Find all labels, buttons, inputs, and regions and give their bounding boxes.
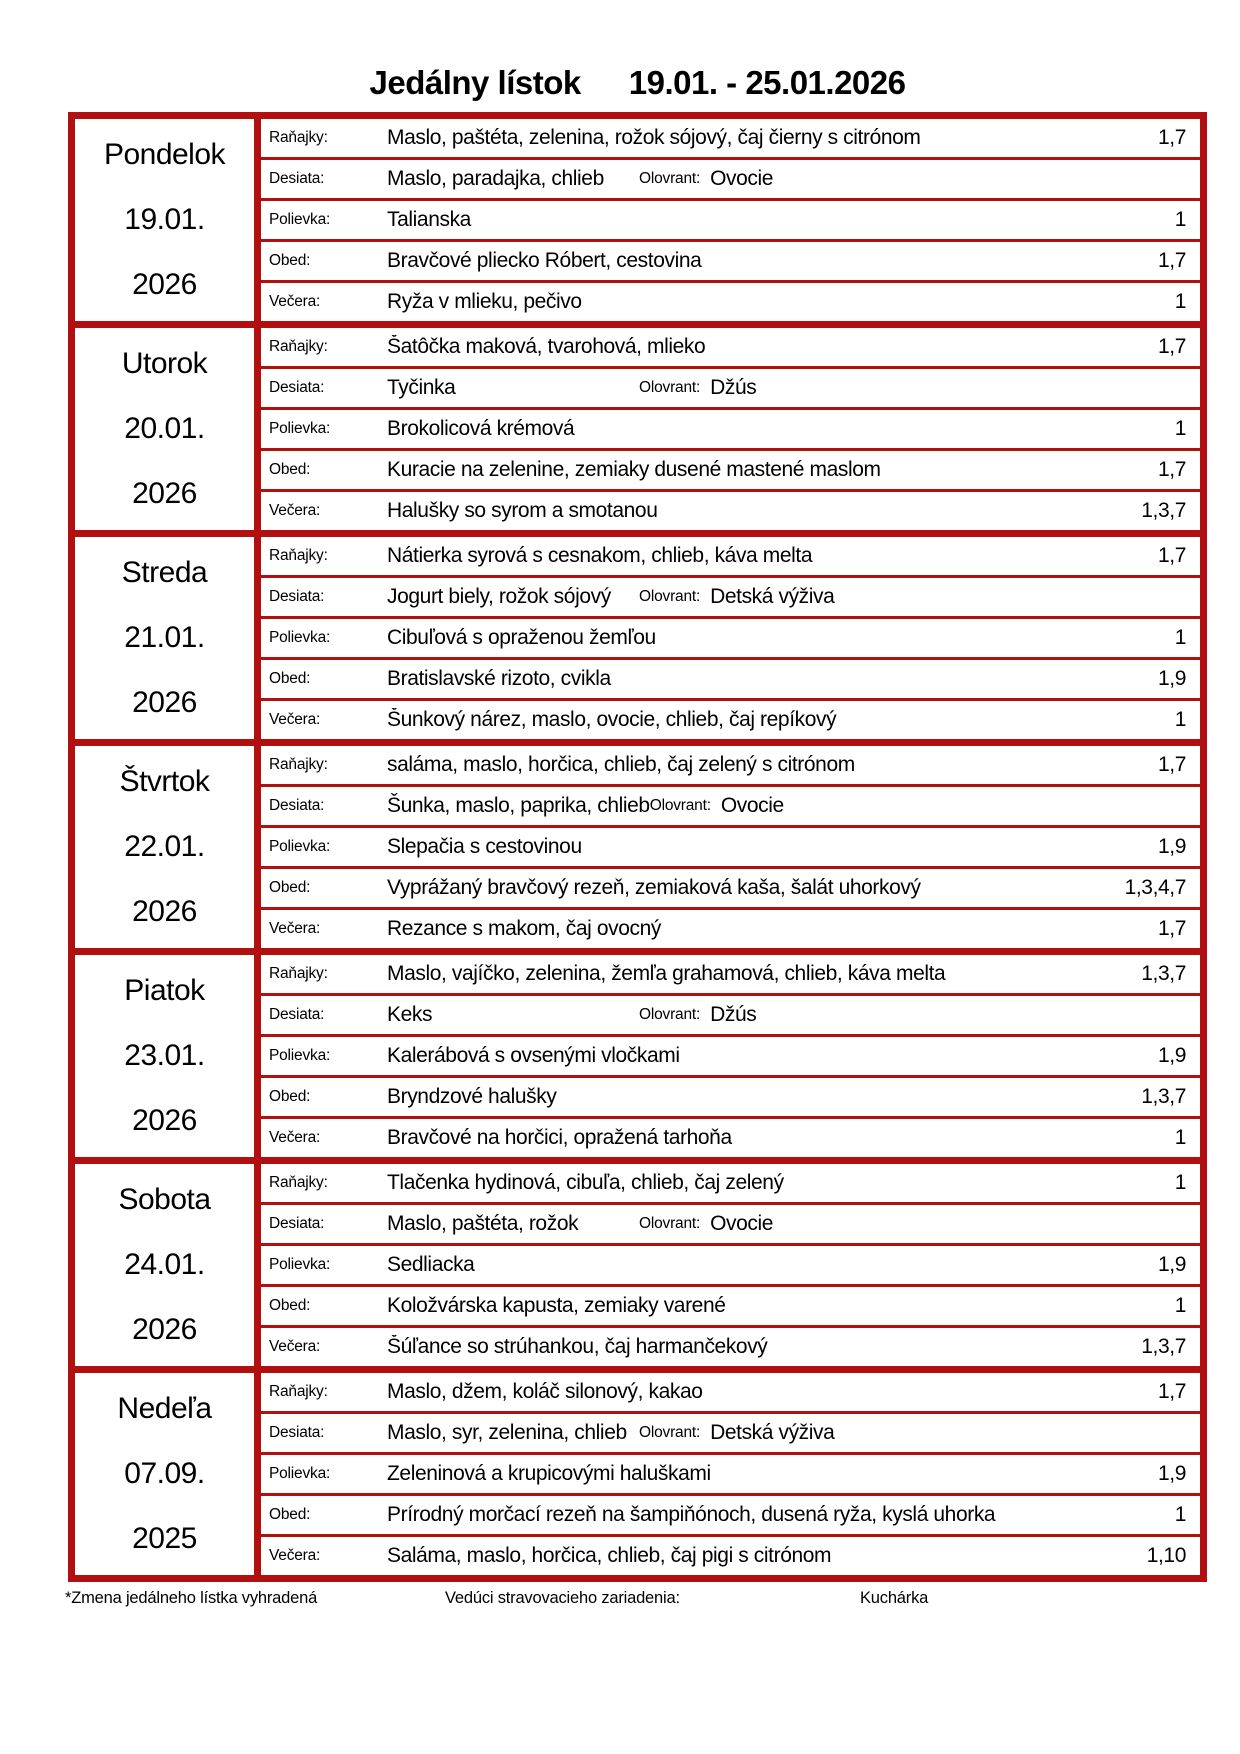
breakfast-label: Raňajky:	[269, 129, 328, 146]
breakfast-allergens: 1	[1174, 1171, 1186, 1194]
lunch-label: Obed:	[269, 670, 311, 687]
breakfast-allergens: 1,7	[1158, 544, 1186, 567]
day-cell	[75, 119, 261, 321]
day-cell	[75, 537, 261, 739]
snack-text: Tyčinka	[387, 376, 456, 399]
dinner-allergens: 1,3,7	[1141, 499, 1186, 522]
snack-label: Desiata:	[269, 588, 325, 605]
breakfast-label: Raňajky:	[269, 1383, 328, 1400]
breakfast-text: Maslo, vajíčko, zelenina, žemľa grahamová, chlieb, káva melta	[387, 962, 946, 985]
lunch-row	[261, 866, 1200, 907]
day-cell	[75, 1373, 261, 1575]
breakfast-text: Maslo, paštéta, zelenina, rožok sójový, čaj čierny s citrónom	[387, 126, 921, 149]
breakfast-allergens: 1,7	[1158, 126, 1186, 149]
dinner-label: Večera:	[269, 293, 321, 310]
dinner-text: Rezance s makom, čaj ovocný	[387, 917, 661, 940]
lunch-text: Kuracie na zelenine, zemiaky dusené mastené maslom	[387, 458, 881, 481]
breakfast-row	[261, 746, 1200, 784]
breakfast-allergens: 1,7	[1158, 1380, 1186, 1403]
breakfast-text: Tlačenka hydinová, cibuľa, chlieb, čaj zelený	[387, 1171, 784, 1194]
snack-text: Šunka, maslo, paprika, chlieb	[387, 794, 650, 817]
lunch-allergens: 1	[1174, 1503, 1186, 1526]
day-cell	[75, 955, 261, 1157]
day-date: 23.01.	[124, 1038, 205, 1072]
dinner-label: Večera:	[269, 711, 321, 728]
dinner-text: Šúľance so strúhankou, čaj harmančekový	[387, 1335, 768, 1358]
olovrant-text: Detská výživa	[710, 585, 835, 608]
day-meal-rows	[261, 955, 1200, 1157]
breakfast-label: Raňajky:	[269, 338, 328, 355]
snack-label: Desiata:	[269, 1424, 325, 1441]
olovrant-label: Olovrant:	[639, 1424, 701, 1441]
soup-label: Polievka:	[269, 629, 331, 646]
day-year: 2026	[132, 894, 197, 928]
dinner-text: Saláma, maslo, horčica, chlieb, čaj pigi s citrónom	[387, 1544, 832, 1567]
snack-row	[261, 157, 1200, 198]
soup-allergens: 1,9	[1158, 1253, 1186, 1276]
lunch-row	[261, 239, 1200, 280]
day-year: 2026	[132, 476, 197, 510]
soup-row	[261, 1243, 1200, 1284]
dinner-text: Šunkový nárez, maslo, ovocie, chlieb, čaj repíkový	[387, 708, 837, 731]
olovrant-label: Olovrant:	[639, 1006, 701, 1023]
lunch-label: Obed:	[269, 879, 311, 896]
day-name: Nedeľa	[117, 1392, 212, 1426]
dinner-row	[261, 1534, 1200, 1575]
lunch-allergens: 1,7	[1158, 249, 1186, 272]
dinner-label: Večera:	[269, 502, 321, 519]
day-cell	[75, 1164, 261, 1366]
day-block	[75, 1157, 1200, 1366]
day-block	[75, 321, 1200, 530]
dinner-row	[261, 280, 1200, 321]
lunch-label: Obed:	[269, 1297, 311, 1314]
olovrant-label: Olovrant:	[639, 170, 701, 187]
day-block	[75, 530, 1200, 739]
day-meal-rows	[261, 1164, 1200, 1366]
soup-text: Zeleninová a krupicovými haluškami	[387, 1462, 711, 1485]
dinner-row	[261, 698, 1200, 739]
soup-label: Polievka:	[269, 420, 331, 437]
olovrant-label: Olovrant:	[649, 797, 711, 814]
snack-row	[261, 993, 1200, 1034]
olovrant-text: Ovocie	[720, 794, 784, 817]
snack-label: Desiata:	[269, 1006, 325, 1023]
day-year: 2026	[132, 1103, 197, 1137]
day-name: Sobota	[118, 1183, 211, 1217]
lunch-allergens: 1,7	[1158, 458, 1186, 481]
lunch-row	[261, 448, 1200, 489]
day-block	[75, 119, 1200, 321]
soup-allergens: 1	[1174, 417, 1186, 440]
dinner-label: Večera:	[269, 1338, 321, 1355]
dinner-allergens: 1	[1174, 1126, 1186, 1149]
soup-text: Sedliacka	[387, 1253, 475, 1276]
dinner-row	[261, 1116, 1200, 1157]
dinner-allergens: 1	[1174, 708, 1186, 731]
soup-allergens: 1,9	[1158, 1044, 1186, 1067]
lunch-text: Koložvárska kapusta, zemiaky varené	[387, 1294, 726, 1317]
lunch-text: Prírodný morčací rezeň na šampiňónoch, dusená ryža, kyslá uhorka	[387, 1503, 996, 1526]
day-date: 19.01.	[124, 202, 205, 236]
soup-allergens: 1	[1174, 208, 1186, 231]
day-meal-rows	[261, 746, 1200, 948]
lunch-allergens: 1,9	[1158, 667, 1186, 690]
breakfast-allergens: 1,7	[1158, 753, 1186, 776]
day-block	[75, 739, 1200, 948]
snack-row	[261, 1411, 1200, 1452]
snack-label: Desiata:	[269, 797, 325, 814]
breakfast-label: Raňajky:	[269, 1174, 328, 1191]
menu-table	[68, 112, 1207, 1582]
day-year: 2026	[132, 267, 197, 301]
dinner-label: Večera:	[269, 1129, 321, 1146]
breakfast-allergens: 1,7	[1158, 335, 1186, 358]
soup-row	[261, 198, 1200, 239]
lunch-text: Vyprážaný bravčový rezeň, zemiaková kaša, šalát uhorkový	[387, 876, 921, 899]
day-date: 07.09.	[124, 1456, 205, 1490]
breakfast-label: Raňajky:	[269, 756, 328, 773]
soup-allergens: 1,9	[1158, 835, 1186, 858]
olovrant-text: Detská výživa	[710, 1421, 835, 1444]
soup-label: Polievka:	[269, 1465, 331, 1482]
footer-manager-label: Vedúci stravovacieho zariadenia:	[445, 1589, 680, 1607]
day-block	[75, 948, 1200, 1157]
snack-row	[261, 784, 1200, 825]
snack-label: Desiata:	[269, 379, 325, 396]
breakfast-allergens: 1,3,7	[1141, 962, 1186, 985]
soup-allergens: 1,9	[1158, 1462, 1186, 1485]
lunch-allergens: 1	[1174, 1294, 1186, 1317]
soup-label: Polievka:	[269, 211, 331, 228]
breakfast-label: Raňajky:	[269, 965, 328, 982]
lunch-label: Obed:	[269, 1088, 311, 1105]
lunch-label: Obed:	[269, 461, 311, 478]
dinner-allergens: 1,10	[1146, 1544, 1186, 1567]
dinner-text: Ryža v mlieku, pečivo	[387, 290, 582, 313]
dinner-allergens: 1,3,7	[1141, 1335, 1186, 1358]
olovrant-text: Džús	[710, 1003, 757, 1026]
day-name: Pondelok	[103, 138, 226, 172]
olovrant-text: Džús	[710, 376, 757, 399]
breakfast-label: Raňajky:	[269, 547, 328, 564]
day-year: 2026	[132, 685, 197, 719]
day-date: 22.01.	[124, 829, 205, 863]
lunch-row	[261, 1493, 1200, 1534]
lunch-row	[261, 657, 1200, 698]
soup-text: Kalerábová s ovsenými vločkami	[387, 1044, 680, 1067]
day-cell	[75, 746, 261, 948]
olovrant-label: Olovrant:	[639, 588, 701, 605]
soup-row	[261, 1034, 1200, 1075]
snack-row	[261, 366, 1200, 407]
day-meal-rows	[261, 1373, 1200, 1575]
breakfast-row	[261, 119, 1200, 157]
day-meal-rows	[261, 119, 1200, 321]
day-meal-rows	[261, 537, 1200, 739]
soup-label: Polievka:	[269, 838, 331, 855]
lunch-text: Bryndzové halušky	[387, 1085, 557, 1108]
olovrant-label: Olovrant:	[639, 379, 701, 396]
footer-change-note: *Zmena jedálneho lístka vyhradená	[65, 1589, 318, 1607]
soup-text: Talianska	[387, 208, 471, 231]
olovrant-text: Ovocie	[710, 167, 774, 190]
soup-row	[261, 616, 1200, 657]
snack-label: Desiata:	[269, 170, 325, 187]
breakfast-row	[261, 955, 1200, 993]
day-date: 24.01.	[124, 1247, 205, 1281]
page-footer	[0, 1589, 1240, 1619]
day-block	[75, 1366, 1200, 1575]
dinner-allergens: 1,7	[1158, 917, 1186, 940]
day-year: 2026	[132, 1312, 197, 1346]
soup-text: Brokolicová krémová	[387, 417, 575, 440]
lunch-allergens: 1,3,4,7	[1124, 876, 1186, 899]
snack-row	[261, 1202, 1200, 1243]
breakfast-row	[261, 1373, 1200, 1411]
breakfast-row	[261, 537, 1200, 575]
page-title	[68, 0, 1207, 102]
dinner-row	[261, 489, 1200, 530]
snack-text: Maslo, paštéta, rožok	[387, 1212, 579, 1235]
day-meal-rows	[261, 328, 1200, 530]
breakfast-text: Šatôčka maková, tvarohová, mlieko	[387, 335, 706, 358]
day-name: Utorok	[121, 347, 208, 381]
breakfast-row	[261, 1164, 1200, 1202]
soup-text: Slepačia s cestovinou	[387, 835, 582, 858]
breakfast-text: Nátierka syrová s cesnakom, chlieb, káva melta	[387, 544, 813, 567]
snack-text: Maslo, paradajka, chlieb	[387, 167, 604, 190]
soup-row	[261, 407, 1200, 448]
soup-allergens: 1	[1174, 626, 1186, 649]
olovrant-text: Ovocie	[710, 1212, 774, 1235]
lunch-text: Bravčové pliecko Róbert, cestovina	[387, 249, 702, 272]
snack-text: Maslo, syr, zelenina, chlieb	[387, 1421, 627, 1444]
footer-cook-label: Kuchárka	[860, 1589, 929, 1607]
lunch-allergens: 1,3,7	[1141, 1085, 1186, 1108]
dinner-text: Halušky so syrom a smotanou	[387, 499, 658, 522]
dinner-row	[261, 907, 1200, 948]
soup-row	[261, 1452, 1200, 1493]
day-name: Streda	[121, 556, 208, 590]
dinner-text: Bravčové na horčici, opražená tarhoňa	[387, 1126, 732, 1149]
day-date: 20.01.	[124, 411, 205, 445]
day-name: Piatok	[124, 974, 205, 1008]
day-cell	[75, 328, 261, 530]
page-title-daterange: 19.01. - 25.01.2026	[628, 64, 906, 101]
page-title-text: Jedálny lístok	[369, 64, 581, 101]
breakfast-text: Maslo, džem, koláč silonový, kakao	[387, 1380, 703, 1403]
dinner-label: Večera:	[269, 920, 321, 937]
breakfast-text: saláma, maslo, horčica, chlieb, čaj zelený s citrónom	[387, 753, 855, 776]
lunch-text: Bratislavské rizoto, cvikla	[387, 667, 611, 690]
dinner-allergens: 1	[1174, 290, 1186, 313]
soup-row	[261, 825, 1200, 866]
lunch-row	[261, 1075, 1200, 1116]
lunch-label: Obed:	[269, 1506, 311, 1523]
soup-label: Polievka:	[269, 1047, 331, 1064]
day-name: Štvrtok	[119, 765, 210, 799]
lunch-row	[261, 1284, 1200, 1325]
breakfast-row	[261, 328, 1200, 366]
olovrant-label: Olovrant:	[639, 1215, 701, 1232]
snack-label: Desiata:	[269, 1215, 325, 1232]
dinner-label: Večera:	[269, 1547, 321, 1564]
lunch-label: Obed:	[269, 252, 311, 269]
day-date: 21.01.	[124, 620, 205, 654]
snack-text: Jogurt biely, rožok sójový	[387, 585, 611, 608]
snack-text: Keks	[387, 1003, 433, 1026]
soup-text: Cibuľová s opraženou žemľou	[387, 626, 656, 649]
day-year: 2025	[132, 1521, 197, 1555]
snack-row	[261, 575, 1200, 616]
soup-label: Polievka:	[269, 1256, 331, 1273]
dinner-row	[261, 1325, 1200, 1366]
